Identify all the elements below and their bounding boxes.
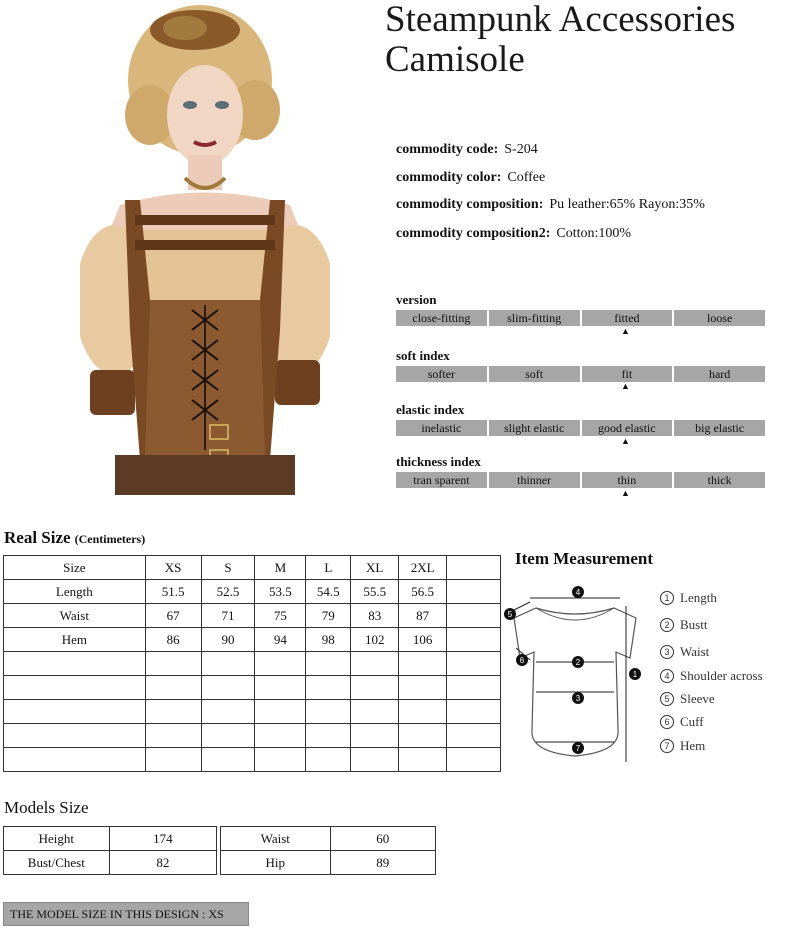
legend-item-hem xyxy=(660,738,705,754)
circled-number-icon: 6 xyxy=(660,715,674,729)
elastic-option: inelastic xyxy=(396,420,487,436)
table-row-empty xyxy=(4,724,501,748)
version-label: version xyxy=(396,292,437,307)
legend-item-cuff xyxy=(660,714,704,730)
legend-label: Length xyxy=(680,590,717,605)
models-size-table-left xyxy=(3,826,217,875)
svg-text:5: 5 xyxy=(507,610,513,619)
attr-color-label: commodity color: xyxy=(396,170,502,185)
attr-composition2 xyxy=(396,226,631,242)
header-cell: L xyxy=(306,556,351,580)
table-cell: 71 xyxy=(201,604,255,628)
soft-option: soft xyxy=(489,366,580,382)
table-cell: 94 xyxy=(255,628,306,652)
product-title-line2: Camisole xyxy=(385,39,525,80)
thickness-index-bar xyxy=(396,472,765,488)
table-cell: 51.5 xyxy=(145,580,201,604)
version-bar xyxy=(396,310,765,326)
legend-item-bust xyxy=(660,617,707,633)
attr-composition-value: Pu leather:65% Rayon:35% xyxy=(549,197,705,212)
soft-option: softer xyxy=(396,366,487,382)
version-option: slim-fitting xyxy=(489,310,580,326)
legend-item-waist xyxy=(660,644,709,660)
header-cell: S xyxy=(201,556,255,580)
table-row xyxy=(4,851,217,875)
version-option-selected: fitted xyxy=(582,310,673,326)
header-cell: XS xyxy=(145,556,201,580)
model-photo xyxy=(80,0,330,495)
thickness-index-label: thickness index xyxy=(396,454,481,469)
attr-code-value: S-204 xyxy=(504,142,538,157)
legend-label: Waist xyxy=(680,644,710,659)
legend-label: Sleeve xyxy=(680,691,715,706)
garment-diagram xyxy=(500,580,650,770)
table-cell: Length xyxy=(4,580,146,604)
header-cell: M xyxy=(255,556,306,580)
soft-marker-icon: ▲ xyxy=(621,381,630,391)
svg-text:1: 1 xyxy=(632,670,638,679)
version-option: close-fitting xyxy=(396,310,487,326)
real-size-unit: (Centimeters) xyxy=(74,532,146,546)
header-cell: Size xyxy=(4,556,146,580)
table-cell: 67 xyxy=(145,604,201,628)
table-cell: Waist xyxy=(4,604,146,628)
table-cell xyxy=(447,628,501,652)
thickness-option: thinner xyxy=(489,472,580,488)
circled-number-icon: 7 xyxy=(660,739,674,753)
table-cell: Hip xyxy=(221,851,331,875)
table-cell: 53.5 xyxy=(255,580,306,604)
model-size-note: THE MODEL SIZE IN THIS DESIGN : XS xyxy=(3,902,249,926)
svg-text:2: 2 xyxy=(575,658,581,667)
elastic-option: slight elastic xyxy=(489,420,580,436)
header-cell xyxy=(447,556,501,580)
attr-color xyxy=(396,170,545,186)
table-row-empty xyxy=(4,748,501,772)
attr-color-value: Coffee xyxy=(507,170,546,185)
table-cell: 89 xyxy=(330,851,435,875)
version-marker-icon: ▲ xyxy=(621,326,630,336)
table-cell: Waist xyxy=(221,827,331,851)
legend-label: Hem xyxy=(680,738,706,753)
table-row-empty xyxy=(4,676,501,700)
real-size-heading xyxy=(4,528,145,548)
table-cell: Hem xyxy=(4,628,146,652)
attr-composition xyxy=(396,197,705,213)
circled-number-icon: 1 xyxy=(660,591,674,605)
table-cell: 52.5 xyxy=(201,580,255,604)
table-cell: 102 xyxy=(351,628,399,652)
table-row xyxy=(4,628,501,652)
soft-option: hard xyxy=(674,366,765,382)
elastic-index-label: elastic index xyxy=(396,402,465,417)
svg-text:4: 4 xyxy=(575,588,581,597)
header-cell: XL xyxy=(351,556,399,580)
attr-composition-label: commodity composition: xyxy=(396,197,544,212)
attr-composition2-label: commodity composition2: xyxy=(396,226,551,241)
table-cell: 79 xyxy=(306,604,351,628)
attr-code xyxy=(396,142,538,158)
table-cell: 90 xyxy=(201,628,255,652)
svg-text:3: 3 xyxy=(575,694,581,703)
table-row xyxy=(4,580,501,604)
product-title-line1: Steampunk Accessories xyxy=(385,0,736,40)
table-cell: Bust/Chest xyxy=(4,851,110,875)
legend-item-sleeve xyxy=(660,691,715,707)
table-row xyxy=(221,827,436,851)
table-row-empty xyxy=(4,652,501,676)
table-row xyxy=(4,827,217,851)
legend-item-length xyxy=(660,590,717,606)
table-cell: 174 xyxy=(109,827,216,851)
circled-number-icon: 4 xyxy=(660,669,674,683)
version-option: loose xyxy=(674,310,765,326)
table-cell: 106 xyxy=(399,628,447,652)
table-cell xyxy=(447,580,501,604)
table-cell: 75 xyxy=(255,604,306,628)
legend-label: Shoulder across xyxy=(680,668,763,683)
models-size-title: Models Size xyxy=(4,798,89,817)
table-cell: 54.5 xyxy=(306,580,351,604)
soft-index-bar xyxy=(396,366,765,382)
svg-text:7: 7 xyxy=(575,744,581,753)
table-cell: 60 xyxy=(330,827,435,851)
table-cell: 82 xyxy=(109,851,216,875)
table-row-empty xyxy=(4,700,501,724)
thickness-option-selected: thin xyxy=(582,472,673,488)
elastic-option-selected: good elastic xyxy=(582,420,673,436)
table-cell: 83 xyxy=(351,604,399,628)
soft-index-label: soft index xyxy=(396,348,450,363)
thickness-option: thick xyxy=(674,472,765,488)
table-row xyxy=(4,604,501,628)
elastic-index-bar xyxy=(396,420,765,436)
thickness-marker-icon: ▲ xyxy=(621,488,630,498)
models-size-table-right xyxy=(220,826,436,875)
legend-label: Bustt xyxy=(680,617,708,632)
elastic-marker-icon: ▲ xyxy=(621,436,630,446)
circled-number-icon: 2 xyxy=(660,618,674,632)
attr-code-label: commodity code: xyxy=(396,142,499,157)
attr-composition2-value: Cotton:100% xyxy=(556,226,632,241)
product-title xyxy=(385,0,795,80)
soft-option-selected: fit xyxy=(582,366,673,382)
svg-text:6: 6 xyxy=(519,656,525,665)
elastic-option: big elastic xyxy=(674,420,765,436)
table-cell: 87 xyxy=(399,604,447,628)
table-cell: 86 xyxy=(145,628,201,652)
circled-number-icon: 3 xyxy=(660,645,674,659)
table-row xyxy=(221,851,436,875)
item-measurement-title: Item Measurement xyxy=(515,549,654,568)
thickness-option: tran sparent xyxy=(396,472,487,488)
circled-number-icon: 5 xyxy=(660,692,674,706)
legend-label: Cuff xyxy=(680,714,704,729)
header-cell: 2XL xyxy=(399,556,447,580)
table-header-row xyxy=(4,556,501,580)
table-cell: 55.5 xyxy=(351,580,399,604)
legend-item-shoulder xyxy=(660,668,763,684)
size-table xyxy=(3,555,501,772)
table-cell: Height xyxy=(4,827,110,851)
table-cell xyxy=(447,604,501,628)
table-cell: 56.5 xyxy=(399,580,447,604)
real-size-title: Real Size xyxy=(4,528,71,547)
table-cell: 98 xyxy=(306,628,351,652)
